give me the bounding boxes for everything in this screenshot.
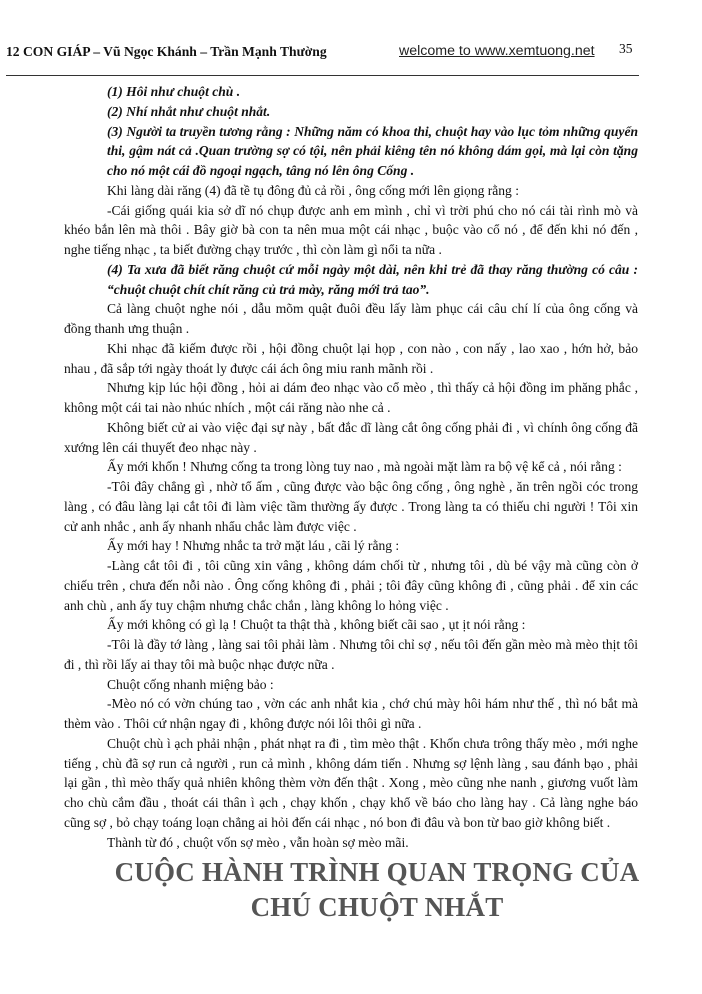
book-title: 12 CON GIÁP – Vũ Ngọc Khánh – Trần Mạnh Thường [6,44,327,59]
page-body [64,82,638,852]
paragraph: -Tôi đây chẳng gì , nhờ tổ ấm , cũng được vào bậc ông cống , ông nghè , ăn trên ngồi cóc trong làng , có đâu làng lại cắt tôi đi làm việc tầm thường ấy được . Trong làng ta có thiếu chi người ! Tôi xin cử anh nhắc , anh ấy nhanh nhẩu chắc làm được việc . [64,479,638,534]
page-number: 35 [619,41,633,56]
paragraph: Cả làng chuột nghe nói , dẫu mõm quật đuôi đều lấy làm phục cái câu chí lí của ông cống và đồng thanh ưng thuận . [64,301,638,336]
footnote-3: (3) Người ta truyền tương rằng : Những năm có khoa thi, chuột hay vào lục tỏm những quyển thi, gậm nát cả .Quan trường sợ có tội, nên phải kiêng tên nó không dám gọi, mà lại còn tặng cho nó một cái đồ ngoại ngạch, tâng nó lên ông Cống . [107,123,638,178]
paragraph: Ấy mới khốn ! Nhưng cống ta trong lòng tuy nao , mà ngoài mặt làm ra bộ vệ kể cả , nói rằng : [107,459,622,475]
chapter-title-line-1: CUỘC HÀNH TRÌNH QUAN TRỌNG CỦA [114,857,640,887]
paragraph: -Mèo nó có vờn chúng tao , vờn các anh nhắt kia , chớ chú mày hôi hám như thế , thì nó bắt mà thèm vào . Thôi cứ nhận ngay đi , không được nói lôi thôi gì nữa . [64,696,638,731]
paragraph: Không biết cử ai vào việc đại sự này , bất đắc dĩ làng cắt ông cống phải đi , vì chính ông cống đã xướng lên cái thuyết đeo nhạc này . [64,419,638,455]
footnote-2: (2) Nhí nhắt như chuột nhắt. [107,103,271,119]
website-link[interactable]: welcome to www.xemtuong.net [399,43,595,59]
paragraph: Ấy mới hay ! Nhưng nhắc ta trở mặt láu , cãi lý rằng : [107,538,400,554]
paragraph: Thành từ đó , chuột vốn sợ mèo , vẫn hoàn sợ mèo mãi. [107,834,409,850]
paragraph: -Làng cắt tôi đi , tôi cũng xin vâng , không dám chối từ , nhưng tôi , dù bé vậy mà cũng còn ở chiếu trên , chưa đến nỗi nào . Ông cống không đi , phải ; tôi đây cũng không đi , cũng phải . để xin các anh chù , anh ấy tuy chậm nhưng chắc chắn , làng không lo hỏng việc . [64,558,638,613]
header-divider [6,75,639,76]
chapter-title-line-2: CHÚ CHUỘT NHẮT [250,892,504,922]
paragraph: Khi nhạc đã kiếm được rồi , hội đồng chuột lại họp , con nào , con nấy , lao xao , hớn hở, bảo nhau , đã sắp tới ngày thoát ly được cái ách ông miu ranh mãnh rồi . [64,340,638,376]
footnote-1: (1) Hôi như chuột chù . [107,84,241,99]
paragraph: -Tôi là đầy tớ làng , làng sai tôi phải làm . Nhưng tôi chỉ sợ , nếu tôi đến gần mèo mà mèo thịt tôi đi , thì rồi lấy ai thay tôi mà buộc nhạc được nữa . [64,637,638,672]
paragraph: Chuột chù ì ạch phải nhận , phát nhạt ra đi , tìm mèo thật . Khốn chưa trông thấy mèo , mới nghe tiếng , chù đã sợ run cả người , run cả mình , không dám tiến . Nhưng sợ lệnh làng , sau đánh bạo , phải lại gần , thì mèo thấy quả nhiên không thèm vờn đến thật . Xong , mèo cũng nhe nanh , giương vuốt làm cho chù cắm đầu , thoát cái thân ì ạch , chạy khốn , chạy khổ về báo cho làng hay . Cả làng nghe báo cũng sợ , bỏ chạy toáng loạn chẳng ai hỏi đến cái nhạc , nó bon đi đâu và bon từ bao giờ không biết . [64,735,638,830]
paragraph: Nhưng kịp lúc hội đồng , hỏi ai dám đeo nhạc vào cổ mèo , thì thấy cả hội đồng im phăng phắc , không một cái tai nào nhúc nhích , một cái răng nào nhe cả . [64,380,638,415]
chapter-title [60,855,694,925]
paragraph: Chuột cống nhanh miệng bảo : [107,676,274,692]
paragraph: -Cái giống quái kia sở dĩ nó chụp được anh em mình , chỉ vì trời phú cho nó cái tài rình mò và khéo bắn lên mà thôi . Bây giờ bà con ta nên mua một cái nhạc , buộc vào cổ nó , để đến khi nó đến , nghe tiếng nhạc , ta biết đường chạy trước , thì còn làm gì nổi ta nữa . [64,202,638,257]
paragraph: Khi làng dài răng (4) đã tề tụ đông đủ cả rồi , ông cống mới lên giọng rằng : [107,182,519,198]
page-header [6,41,646,64]
footnote-4: (4) Ta xưa đã biết răng chuột cứ mỗi ngày một dài, nên khi trẻ đã thay răng thường có câu : “chuột chuột chít chít răng củ trả mày, răng mới trả tao”. [107,261,638,297]
paragraph: Ấy mới không có gì lạ ! Chuột ta thật thà , không biết cãi sao , ụt ịt nói rằng : [107,617,526,633]
